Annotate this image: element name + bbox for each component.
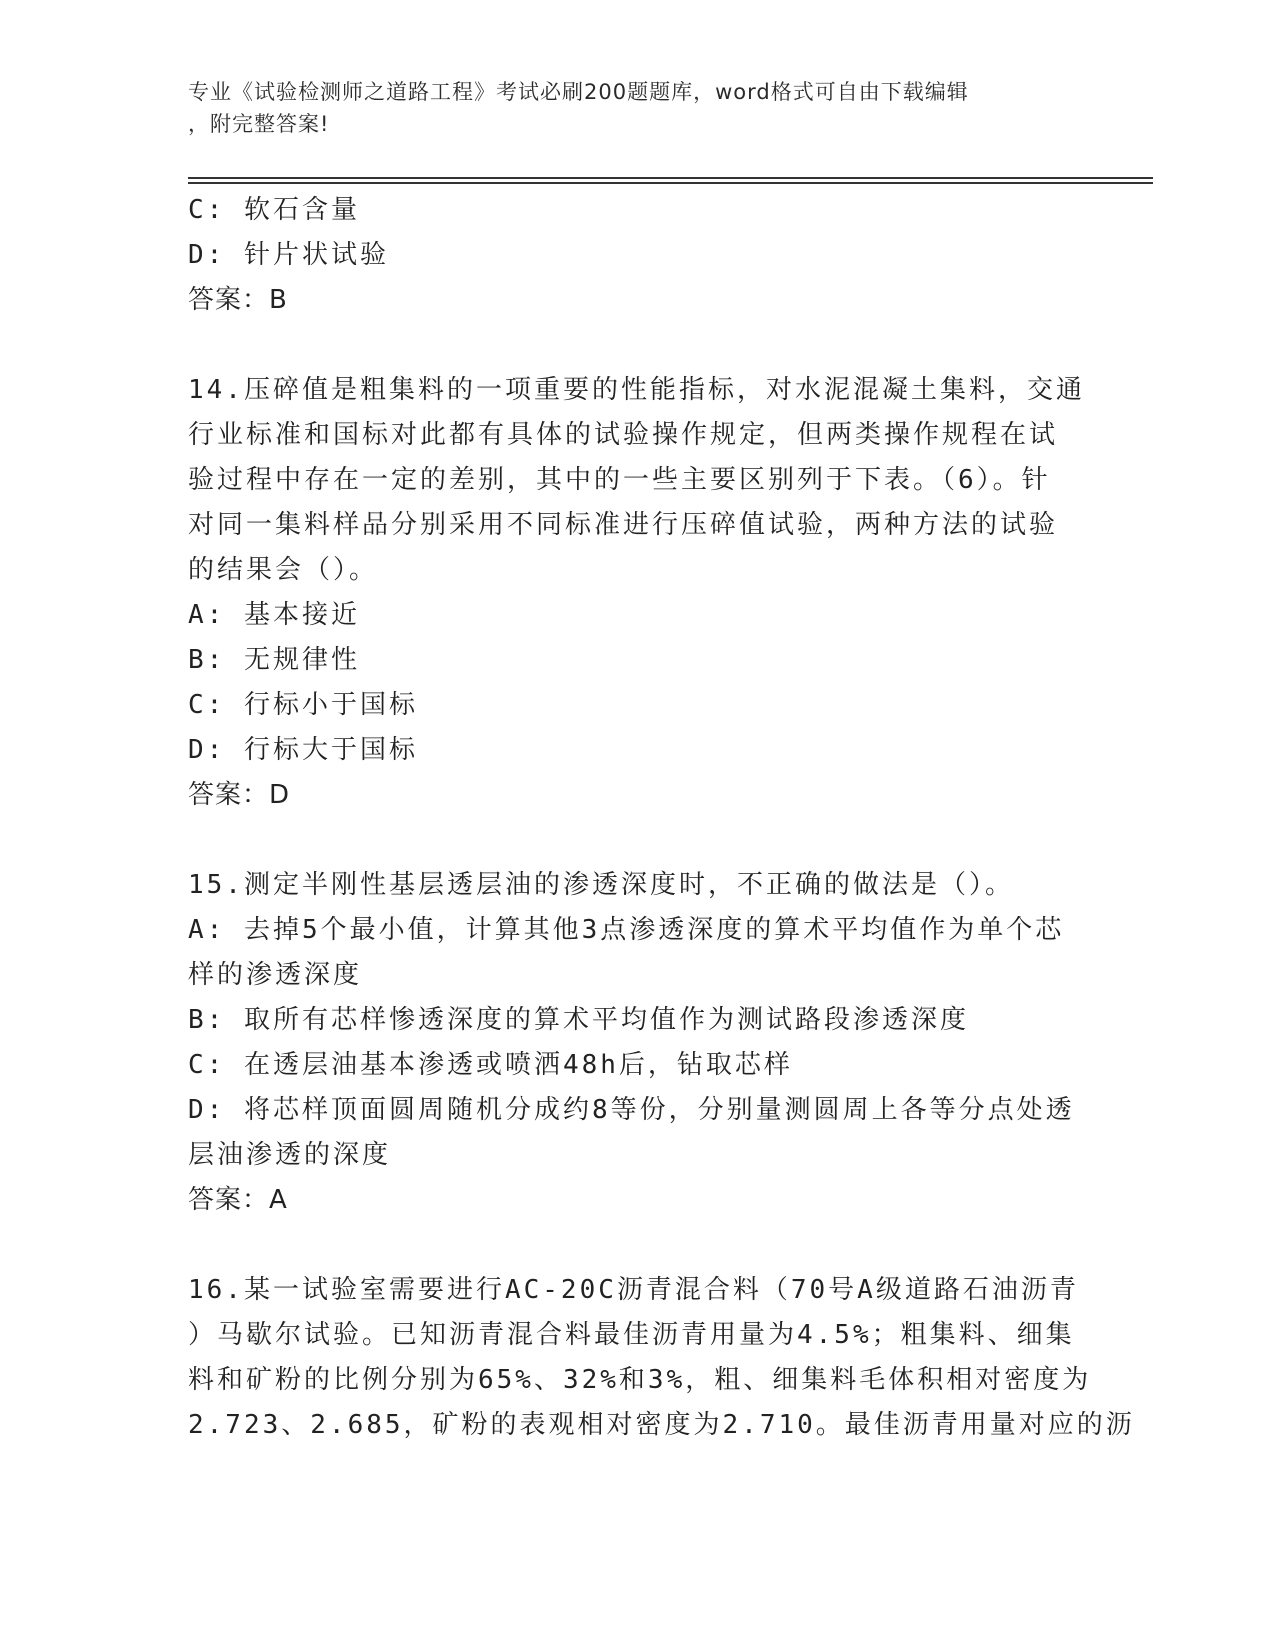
- option-c: C: 软石含量: [188, 195, 360, 225]
- option-d-line: 层油渗透的深度: [188, 1140, 392, 1170]
- spacer: [188, 1223, 1088, 1268]
- answer: 答案：A: [188, 1185, 288, 1215]
- document-header: [188, 76, 1068, 140]
- question-stem-line: 验过程中存在一定的差别，其中的一些主要区别列于下表。（6）。针: [188, 465, 1051, 495]
- option-b: B: 取所有芯样惨透深度的算术平均值作为测试路段渗透深度: [188, 1005, 969, 1035]
- question-16: [188, 1268, 1135, 1448]
- question-15: [188, 863, 1088, 1223]
- answer: 答案：D: [188, 780, 291, 810]
- spacer: [188, 818, 1088, 863]
- option-d: D: 针片状试验: [188, 240, 389, 270]
- option-d: D: 行标大于国标: [188, 735, 418, 765]
- option-c: C: 行标小于国标: [188, 690, 418, 720]
- option-a: A: 基本接近: [188, 600, 360, 630]
- option-b: B: 无规律性: [188, 645, 360, 675]
- header-divider-top: [188, 177, 1153, 179]
- question-stem-line: 14.压碎值是粗集料的一项重要的性能指标，对水泥混凝土集料，交通: [188, 375, 1085, 405]
- question-stem-line: ）马歇尔试验。已知沥青混合料最佳沥青用量为4.5%；粗集料、细集: [188, 1320, 1075, 1350]
- option-a-line: A: 去掉5个最小值，计算其他3点渗透深度的算术平均值作为单个芯: [188, 915, 1065, 945]
- header-title-line-2: ，附完整答案!: [188, 112, 330, 136]
- question-stem-line: 行业标准和国标对此都有具体的试验操作规定，但两类操作规程在试: [188, 420, 1059, 450]
- question-stem: 15.测定半刚性基层透层油的渗透深度时，不正确的做法是（）。: [188, 870, 1014, 900]
- option-a-line: 样的渗透深度: [188, 960, 363, 990]
- answer: 答案：B: [188, 285, 288, 315]
- question-stem-line: 2.723、2.685，矿粉的表观相对密度为2.710。最佳沥青用量对应的沥: [188, 1410, 1135, 1440]
- option-c: C: 在透层油基本渗透或喷洒48h后，钻取芯样: [188, 1050, 793, 1080]
- option-d-line: D: 将芯样顶面圆周随机分成约8等份，分别量测圆周上各等分点处透: [188, 1095, 1075, 1125]
- question-stem-line: 的结果会（）。: [188, 555, 379, 585]
- question-13: [188, 188, 1088, 323]
- header-divider-bottom: [188, 182, 1153, 184]
- question-content: [188, 188, 1135, 1448]
- question-stem-line: 16.某一试验室需要进行AC-20C沥青混合料（70号A级道路石油沥青: [188, 1275, 1079, 1305]
- question-14: [188, 368, 1088, 818]
- header-title-line-1: 专业《试验检测师之道路工程》考试必刷200题题库，word格式可自由下载编辑: [188, 80, 969, 104]
- question-stem-line: 料和矿粉的比例分别为65%、32%和3%，粗、细集料毛体积相对密度为: [188, 1365, 1092, 1395]
- spacer: [188, 323, 1088, 368]
- question-stem-line: 对同一集料样品分别采用不同标准进行压碎值试验，两种方法的试验: [188, 510, 1059, 540]
